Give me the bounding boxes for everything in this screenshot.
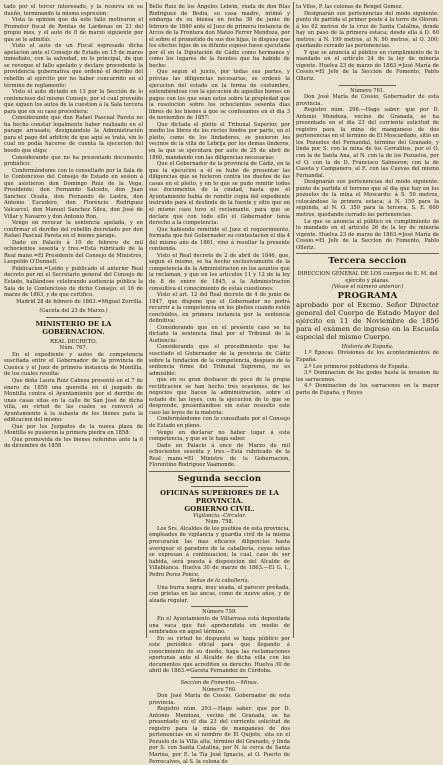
paragraph: Que promovida de los bienes referidos ante la 6 de diciembre de 1858	[4, 436, 143, 450]
paragraph: Visto el art. 12 del Real decreto de 4 de junio de 1847, que dispone que el Gobernador no podrá recurrir a la competencia en los pleitos cuando estén concluidos, en primera instancia por la sentencia definitiva:	[149, 292, 290, 325]
divider	[191, 486, 247, 487]
column-middle	[149, 4, 291, 765]
continued-note: (Véase el número anterior.)	[331, 284, 404, 291]
paragraph: Dado en Palacio á once de Marzo de mil ochocientos sesenta y tres.—Está rubricado de la Real mano.=El Ministro de la Gobernacion, Florentino Rodriguez Vaamonde.	[149, 442, 290, 469]
paragraph: Don José María de Cossio, Gobernador de esta provincia.	[296, 94, 439, 107]
paragraph: Considerando que el procedimiento que ha suscitado el Gobernador de la provincia de Cádiz sobre la fundacion de la competencia, despues de la sentencia firme del Tribunal Supremo, no es admisible:	[149, 344, 290, 377]
number-heading: Núm. 767.	[59, 345, 88, 352]
section-heading: Tercera seccion	[328, 256, 407, 267]
column-divider	[293, 2, 294, 638]
list-item: 1.º Épocas. Divisiones de los acontecimientos de España.	[296, 350, 439, 363]
paragraph: Conformándome con lo consultado por la Sala de lo Contencioso del Consejo de Estado en sesion á que asistieron don Domingo Ruiz de la Vega, Presidente; don Fernando Salcedo, don Juan Sanchez Ocaña, don Fernando de Lastra, don Antonio Escudero, don Florencio Rodriguez Valcarcel, don Manuel Sanchez Silva, don José de Villar y Navarro y don Antonio Ron,	[4, 167, 143, 220]
ministry-heading: MINISTERIO DE LA GOBERNACION.	[35, 319, 112, 336]
paragraph: Vengo en revocar la sentencia apelada, y en confirmar el derribo del rebellin decretado por don Rafael Pascual Pareta en el mismo parage.	[4, 220, 143, 240]
paragraph: Don José María de Cossio, Gobernador de esta provincia.	[149, 693, 290, 706]
decree-heading: REAL DECRETO.	[50, 338, 97, 345]
paragraph: Los Srs. Alcaldes de los pueblos de esta provincia, empleados de vigilancia y guardia civil de la misma procurarán las mas eficaces diligencias hasta averiguar el paradero de la caballería, cuyas señas se expresan á continuacion; la cual, caso de ser habida, será puesta á disposicion del Alcalde de Villablanca. Huelva 30 de marzo de 1863.—El G. I., Pedro Perez Ponce.	[149, 525, 290, 578]
program-heading: PROGRAMA	[337, 290, 398, 301]
paragraph: Vengo en declarar no haber lugar á esta competencia, y que se le haga saber.	[149, 429, 290, 443]
program-intro: aprobado por el Excmo. Señor Director general del Cuerpo de Estado Mayor del ejército en 11 de Noviembre de 1856 para el exámen de ingreso en la Escuela especial del mismo Cuerpo.	[296, 300, 439, 341]
paragraph: que en su gran deshacer de poco de la propia rectificacion se han hecho tres ocasiones, de los negocios que hacen la administración, sobre el estado de las leyes, con la ejecucion de lo que se desprende, presentándose sin estar resuelto este caso las leyes de la materia:	[149, 377, 290, 416]
paragraph: Dado en Palacio á 10 de febrero de mil ochocientos sesenta y tres.=Está rubricado de la Real mano.=El Presidente del Consejo de Ministros, Leopoldo O'Donnell.	[4, 239, 143, 266]
paragraph: Que segun el juicio, por todas sus partes, y prévias las diligencias necesarias, se ordenó la ejecucion del estado en la forma de costumbre, entendiéndose con la ejecucion de aquellos bienes en pagos con los que sean estos sobre la propiedad que la resolucion sobre los ochocientos sesenta dias libres de los bienes á que se confesamos en el dia 3 de noviembre de 1857:	[149, 69, 291, 122]
paragraph: Vista la opinion que da este fallo motivaron el Promotor fiscal de Rentas de Lárdenas en 21 del propio mes, y el auto de 8 de marzo siguiente por que se le admitió:	[4, 17, 143, 43]
government-heading: GOBIERNO CIVIL.	[184, 504, 255, 513]
divider	[46, 317, 102, 318]
column-left	[4, 4, 143, 636]
number-heading: Número 761.	[350, 87, 385, 94]
paragraph: Y que se anuncia al público en cumplimiento de lo mandado en el artículo 24 de la ley de minería vigente. Huelva 23 de marzo de 1863.=José María de Cossio.=El Jefe de la Seccion de Fomento, Pablo Olleriz.	[296, 49, 439, 83]
list-item: 2.º Los primeros pobladores de España.	[304, 363, 410, 370]
paragraph: Bello Ruiz de los Ángeles Lebrin, viuda de don Blas Rodriguez de Bedia, su casa madre, intimó y embarga de su biensa en fecha 30 de junio de febrero de 1840 ante el Juez de primera instancia de Arcos de la Frontera don Mateo Ferrer Mendoza, por el sobre el prometido de sus dos hijas, le dispuso que los efectos hijos de su difunto esposo fuese ejecutada por él en la Diputación de Cádiz como hermanos y como los lugares de la fuentes que ha habido de hecho:	[149, 4, 290, 69]
paragraph: Que el Gobernador de la provincia de Cádiz, en la que la ejecucion a él se hubo de presentar las diligencias que se hicieron contra los dueños de las casas en el pleito, y en lo que se pudo remitir todos sus documentos de la ciudad, hasta que el Ayuntamiento habia de remitir copia del expediente instruido para el deslinde de la fuente y sitio que en el mismo caso tuvo el reclamante, para que se declare que con todo ello el Gobernador tenia derecho a la competencia:	[149, 161, 290, 227]
divider	[191, 677, 247, 678]
number-heading: Número 759.	[202, 609, 237, 616]
paragraph: Registro núm. 293.—Hago saber: que por D. Antonio Mendoza, vecino de Granada, se ha presentado en el dia 23 del corriente solicitud de registro para la mina de manganeso de dos pertenencias en el nombre de El Quijote, sita en el Pozuelo de la Villa alta, término del Granado, y linda por S. con Santa Catalina, por N. la cerca de Santa Marina, por E. la Tía José Ignacio, al O. Puerto de Perrocalves, al S. la colona de	[149, 706, 290, 765]
paragraph: Que habiendo remitido el Juez el requerimiento, formada que fué Gobernador su contestacion el dia 4 del mismo año de 1861, vino á resultar la presente contienda.	[149, 226, 290, 253]
paragraph: Designarán sus pertenencias del modo siguiente: punto de partida el terreno que al dia que hay en los pozuelos de la mina el Moscardo: á S. 50 metros, colocándose la primera estaca; á N. 150 para la segunda, al N. O. 350 para la tercera, S. E. 600 metros, quedando cerrado las pertenencias.	[296, 179, 439, 218]
offices-heading: OFICINAS SUPERIORES DE LA PROVINCIA.	[160, 488, 279, 505]
number-heading: Núm. 758.	[205, 519, 234, 526]
divider	[149, 471, 290, 472]
dateline: Madrid 28 de febrero de 1863.=Miguel Zorrilla.	[16, 298, 143, 305]
paragraph: Considerando que no ha presentado documento probático:	[4, 154, 143, 168]
paragraph: tado por el tercer interesado, y la reserva en su dueño, terminando la misma espresion:	[4, 4, 143, 17]
paragraph: Designarán sus pertenencias del modo siguiente: punto de partida el primer poste á la torre de Oloron: á los 62 metros de la cruz de Santa Catalina, donde hay un paso de la primera estaca; desde ella á D. 60 metros; á N. 199 metros, al N. 90 metros, al O. 300; quedando cerrado las pertenencias.	[296, 10, 439, 50]
paragraph: Considerando que en el presente caso se ha dictado la sentencia final por el Tribunal de la Audiencia:	[149, 324, 290, 344]
paragraph: Lo que se anuncia al público en cumplimiento de lo mandado en el artículo 26 de la ley de minería vigente. Huelva 23 de marzo de 1863.=José María de Cossio.=El Jefe de la Seccion de Fomento, Pablo Olleriz.	[296, 218, 439, 251]
column-divider	[146, 2, 147, 638]
paragraph: Visto el auto dictado en 13 por la Sección de lo contencioso del mismo Consejo, por el cual proveído que siguen los autos de la cuestion á la Sala tercera para que en su caso procediera:	[4, 89, 143, 115]
paragraph: Que dictada el pleito el Tribunal Superior, por medio los libros de los rectos fondos por parte, en el pleito, como de los lindadores, se pusieron los vecinos de la villa de Lebrija por los demas linderos, en la que se ejecutara por auto de 25 de abril de 1860, mandando con las diligencias necesarias:	[149, 121, 290, 161]
paragraph: Que doña Laura Ruiz Cabeza presentó en el 7 de enero de 1859 una querella en el juzgado de Montilla contra el Ayuntamiento por el derribo de unas casas sitas en la calle de San José de dicha villa, en virtud de las cuales se convocó el Ayuntamiento á la subasta de los bienes para la edificacion del mismo:	[4, 377, 143, 424]
paragraph: Registro núm. 296.—Hago saber: que por D. Antonio Mendoza, vecino de Granada, se ha presentado en el dia 23 del corriente solicitud de registro para la mina de manganeso de dos pertenencias en el término de El Moscardado, sitio en los Pozuelos del Fernandal, término del Granado, y linda por S. con la mina de los Cerralitos, por el O. con la de Santa Ana, al N. con la de los Pozuelos, por el O. con la de D. Francisco Salmeron; con la de Caseta y Campanero, al E. con las Cuevas del mismo Fernandal.	[296, 107, 439, 179]
subsection-heading: Seccion de Fomento.—Minas.	[180, 679, 259, 686]
paragraph: En el expediente y autos de competencia suscitada entre el Gobernador de la provincia de Cuenca y el Juez de primera instancia de Montilla, de los cuales resulta:	[4, 351, 143, 378]
direction-heading: DIRECCION GENERAL DE LOS cuerpos de E. M. del ejército y plazas.	[297, 271, 438, 284]
list-item: 3.º Dominacion de los godos hasta la invasion de los sarracenos.	[296, 370, 439, 383]
paragraph: Una burra negra, muy usada, el parecer preñada, con grietas en las ancas, como de nueve años, y de alzada regular.	[149, 584, 290, 604]
section-heading: Segunda seccion	[177, 473, 262, 484]
paragraph: Visto el Real decreto de 2 de abril de 1846, que, segun el mismo, se ha hecho exclusivamente de la competencia de la Administracion en los asuntos que la reclaman, y que en los artículos 11 y 12 de la ley de 8 de enero de 1845, a la Administracion consultiva el conocimiento de estas cuestiones:	[149, 252, 290, 292]
number-heading: Número 760.	[202, 686, 237, 693]
divider	[191, 606, 247, 607]
subsection-heading: Vigilancia.–Circular.	[193, 512, 246, 519]
paragraph: Visto el auto de un Fiscal espresado dicha apelacion ante el Consejo de Estado en 15 de marzo inmediato, con la salvedad, en lo principal, de que se revoque el fallo apelado y declare procedente la providencia gubernativa que ordenó el derribo del rebellin al ejército por no haber concurrido en el término de reglamento:	[4, 43, 143, 89]
paragraph: En su virtud he dispuesto se haga público por este periódico oficial para que llegando á conocimiento de su dueño, haga las reclamaciones oportunas ante el Alcalde de dicha villa con los documentos que acrediten su derecho. Huelva 30 de abril de 1863.=Gaceta Fernandez de Córdoba.	[149, 635, 290, 675]
subject-heading: Historia de España.	[341, 343, 394, 350]
paragraph: Conformándome con lo consultado por el Consejo de Estado en pleno.	[149, 416, 290, 429]
gazette-reference: (Gaceta del 23 de Marzo.)	[39, 308, 108, 315]
paragraph: Publicacion.=Leido y publicado el anterior Real decreto por mí el Secretario general del Consejo de Estado, hallándose celebrando audiencia pública la Sala de lo Contencioso de dicho Consejo: el 16 de marzo de 1863, y de que certifico.	[4, 265, 143, 299]
paragraph: ta Vilos, P. las colonas de Rengel Gomez.	[296, 4, 403, 10]
divider	[339, 268, 396, 269]
paragraph: Que por los Juzgados de la nueva plaza de Montilla se pusieron la primera piedra en 1858:	[4, 423, 143, 437]
divider	[296, 253, 439, 254]
subsection-heading: Señas de la caballería.	[189, 578, 250, 585]
list-item: 4.º Dominacion de los sarracenos en la mayor parte de España, y Reyes	[296, 383, 439, 396]
divider	[339, 85, 396, 86]
paragraph: En el Ayuntamiento de Villarrasa está depositada una vaca que fué aprehendida en medio de sembrados en aquel término.	[149, 616, 290, 636]
column-right	[296, 4, 439, 636]
paragraph: Considerando que don Rafael Pascual Pareta no ha hecho constar legalmente haber realizado en el parage arrasado, designándole la Administración para el pago del arbitrio de que aquí se trata, sin lo cual no podía hacerse de cuenta la ejecucion del beodo que eligo:	[4, 115, 143, 155]
